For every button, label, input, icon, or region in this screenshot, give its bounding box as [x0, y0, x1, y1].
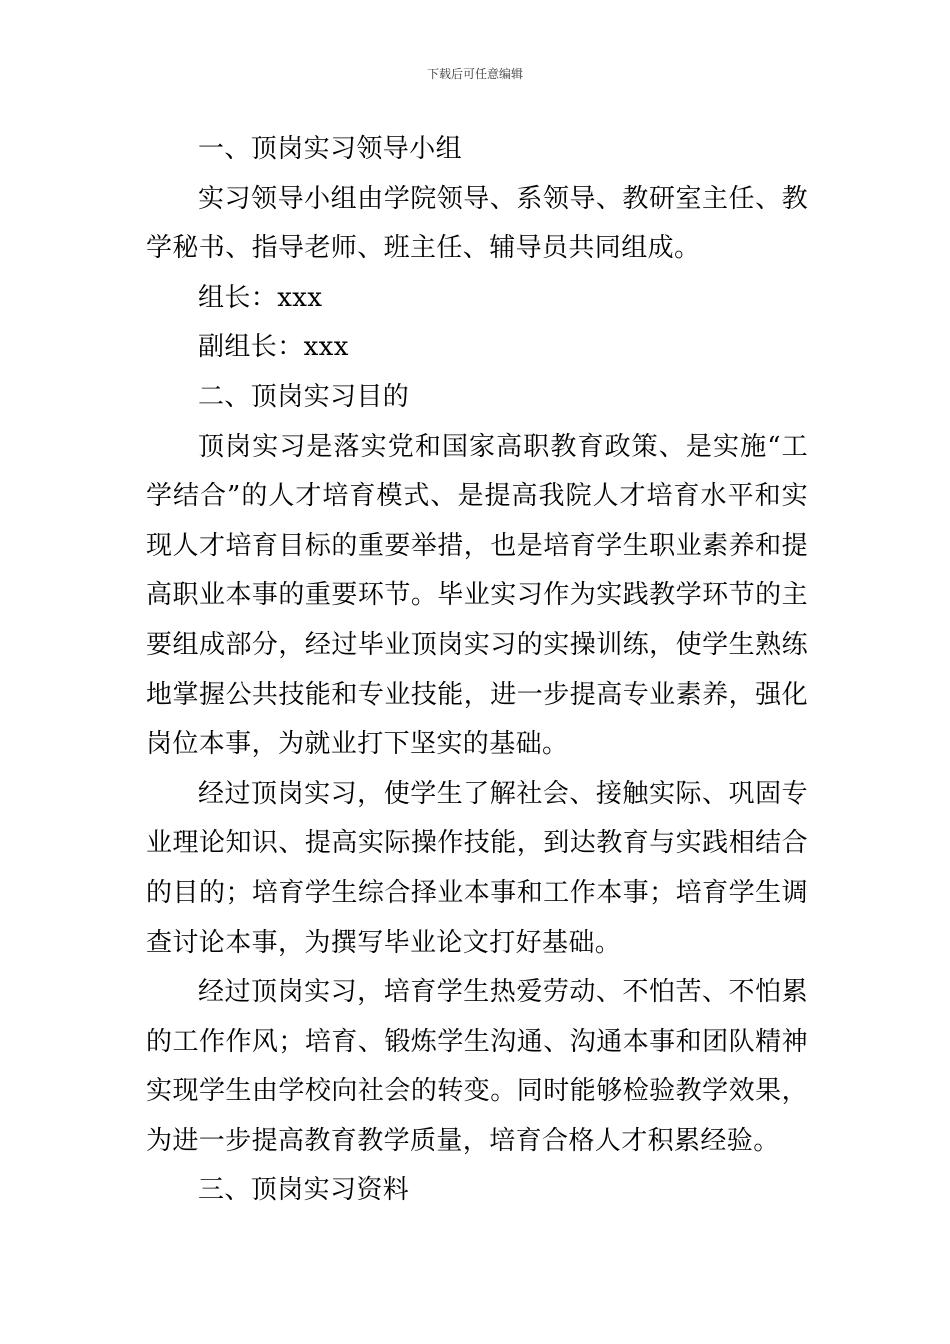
- paragraph-purpose-3: 经过顶岗实习，培育学生热爱劳动、不怕苦、不怕累的工作作风；培育、锻炼学生沟通、沟通本事和团队精神实现学生由学校向社会的转变。同时能够检验教学效果，为进一步提高教育教学质量，培育合格人才积累经验。: [146, 977, 808, 1156]
- section-heading-3: 三、顶岗实习资料: [198, 1175, 410, 1206]
- section-heading-1: 一、顶岗实习领导小组: [198, 134, 463, 164]
- document-body: [146, 125, 808, 1216]
- paragraph-purpose-2: 经过顶岗实习，使学生了解社会、接触实际、巩固专业理论知识、提高实际操作技能，到达教育与实践相结合的目的；培育学生综合择业本事和工作本事；培育学生调查讨论本事，为撰写毕业论文打好基础。: [146, 778, 808, 958]
- paragraph-leader: 组长：xxx: [198, 282, 323, 313]
- paragraph-purpose-1: 顶岗实习是落实党和国家高职教育政策、是实施“工学结合”的人才培育模式、是提高我院人才培育水平和实现人才培育目标的重要举措，也是培育学生职业素养和提高职业本事的重要环节。毕业实习作为实践教学环节的主要组成部分，经过毕业顶岗实习的实操训练，使学生熟练地掌握公共技能和专业技能，进一步提高专业素养，强化岗位本事，为就业打下坚实的基础。: [146, 431, 808, 760]
- header-note: 下载后可任意编辑: [426, 67, 523, 81]
- paragraph-deputy-leader: 副组长：xxx: [198, 332, 349, 363]
- paragraph-leadership-group: 实习领导小组由学院领导、系领导、教研室主任、教学秘书、指导老师、班主任、辅导员共同组成。: [146, 183, 808, 264]
- section-heading-2: 二、顶岗实习目的: [198, 381, 410, 412]
